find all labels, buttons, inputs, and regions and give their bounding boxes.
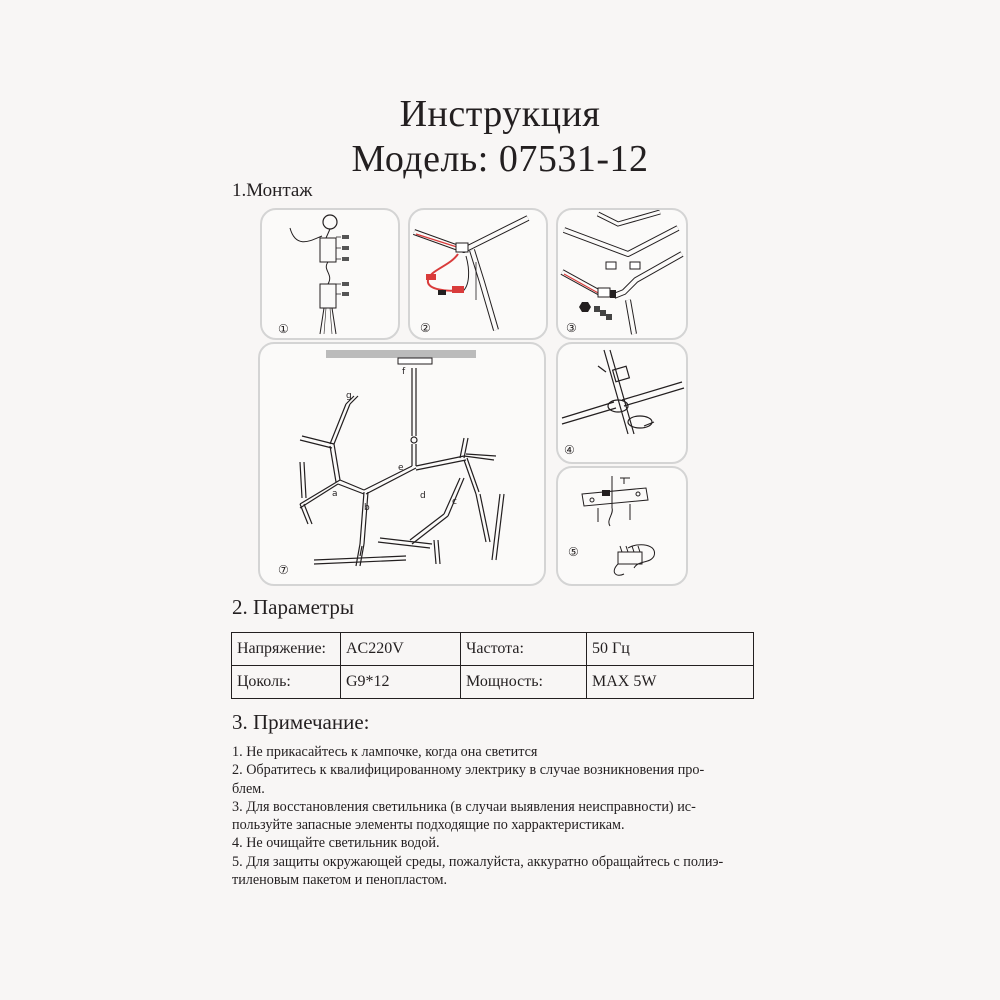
table-row <box>232 633 754 666</box>
step-2-number: ② <box>420 321 431 335</box>
note-line: 1. Не прикасайтесь к лампочке, когда она светится <box>232 744 538 760</box>
label-f: f <box>402 367 406 377</box>
step-7-panel <box>258 342 546 586</box>
notes-list <box>232 743 792 889</box>
label-c: c <box>452 497 457 507</box>
step-2-illustration <box>410 210 546 338</box>
power-label: Мощность: <box>461 666 587 699</box>
step-2-panel <box>408 208 548 340</box>
label-a: a <box>332 489 338 499</box>
step-7-number: ⑦ <box>278 563 289 577</box>
step-1-panel <box>260 208 400 340</box>
label-d: d <box>420 491 426 501</box>
step-5-number: ⑤ <box>568 545 579 559</box>
step-5-illustration <box>558 468 686 584</box>
note-line: блем. <box>232 780 265 797</box>
frequency-label: Частота: <box>461 633 587 666</box>
voltage-label: Напряжение: <box>232 633 341 666</box>
label-g: g <box>346 391 352 401</box>
step-1-number: ① <box>278 322 289 336</box>
step-4-illustration <box>558 344 686 462</box>
step-3-number: ③ <box>566 321 577 335</box>
note-line: тиленовым пакетом и пенопластом. <box>232 872 448 889</box>
step-4-panel <box>556 342 688 464</box>
section-parameters-heading: 2. Параметры <box>232 595 354 619</box>
parameters-table <box>231 632 754 699</box>
power-value: MAX 5W <box>587 666 754 699</box>
section-mounting-heading: 1.Монтаж <box>232 180 313 201</box>
note-line: пользуйте запасные элементы подходящие по харрактеристикам. <box>232 817 625 834</box>
step-5-panel <box>556 466 688 586</box>
label-b: b <box>364 503 370 513</box>
socket-value: G9*12 <box>341 666 461 699</box>
socket-label: Цоколь: <box>232 666 341 699</box>
frequency-value: 50 Гц <box>587 633 754 666</box>
note-line: 5. Для защиты окружающей среды, пожалуйста, аккуратно обращайтесь с полиэ- <box>232 853 724 870</box>
table-row <box>232 666 754 699</box>
step-4-number: ④ <box>564 443 575 457</box>
section-notes-heading: 3. Примечание: <box>232 710 370 734</box>
model-number: Модель: 07531-12 <box>351 138 649 180</box>
step-3-panel <box>556 208 688 340</box>
note-line: 2. Обратитесь к квалифицированному электрику в случае возникновения про- <box>232 762 705 779</box>
note-line: 3. Для восстановления светильника (в случаи выявления неисправности) ис- <box>232 798 696 815</box>
document-title: Инструкция <box>399 93 601 135</box>
step-7-illustration <box>260 344 544 584</box>
label-e: e <box>398 463 404 473</box>
voltage-value: AC220V <box>341 633 461 666</box>
step-3-illustration <box>558 210 686 338</box>
step-1-illustration <box>262 210 398 338</box>
note-line: 4. Не очищайте светильник водой. <box>232 835 440 852</box>
